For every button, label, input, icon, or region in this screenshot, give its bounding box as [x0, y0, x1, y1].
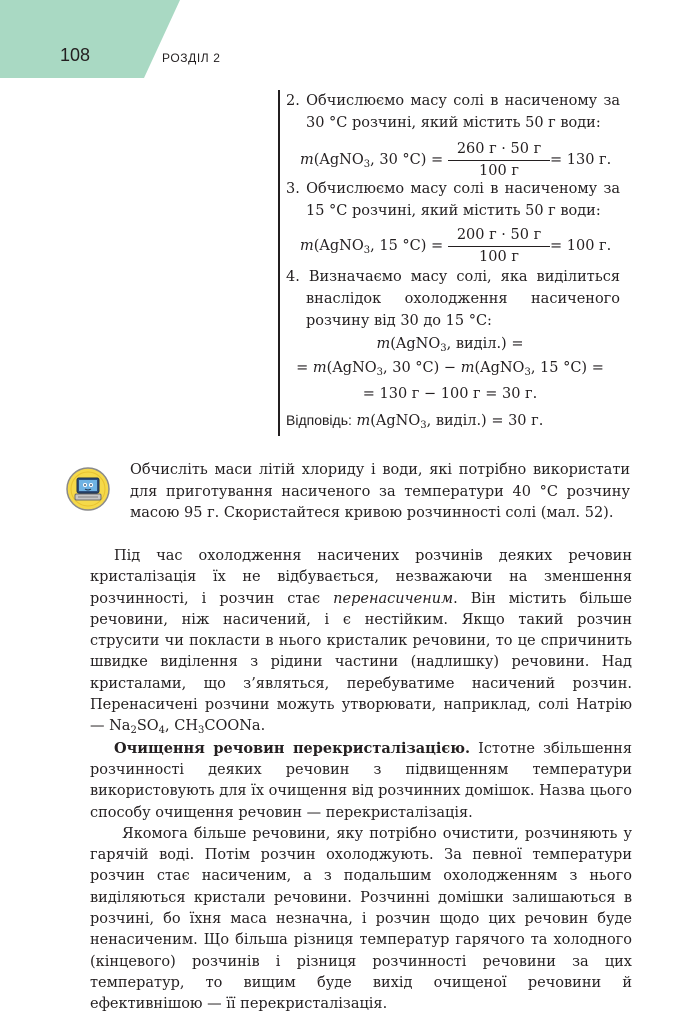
main-text — [90, 546, 632, 1016]
formula-2-fraction — [448, 140, 550, 181]
answer-label: Відповідь: — [286, 412, 352, 428]
step-2 — [280, 90, 620, 134]
formula-3-result: = 100 г. — [550, 238, 612, 254]
page-number: 108 — [60, 45, 91, 65]
formula-3-numerator: 200 г · 50 г — [448, 226, 550, 247]
formula-3 — [280, 226, 620, 270]
header-band — [0, 0, 180, 78]
step-2-text: 2. Обчислюємо масу солі в насиченому за 30 °C розчині, який містить 50 г води: — [286, 93, 620, 131]
formula-3-lhs: m(AgNO$_3$, 15 °C) = — [300, 238, 444, 256]
step-3-text: 3. Обчислюємо масу солі в насиченому за 15 °C розчині, який містить 50 г води: — [286, 181, 620, 219]
step-4 — [280, 266, 620, 332]
calc-line-1: m(AgNO$_3$, виділ.) = — [376, 336, 524, 354]
solution-block — [278, 90, 620, 436]
answer-line: Відповідь: m(AgNO$_3$, виділ.) = 30 г. — [286, 412, 544, 431]
calc-line-2: = m(AgNO$_3$, 30 °C) − m(AgNO$_3$, 15 °C) = — [296, 360, 604, 378]
step-3 — [280, 178, 620, 222]
formula-3-fraction — [448, 226, 550, 267]
task-text: Обчисліть маси літій хлориду і води, які потрібно використати для приготування насиченого за температури 40 °C розчину масою 95 г. Скористайтеся кривою розчинності солі (мал. 52). — [130, 462, 630, 521]
formula-2-lhs: m(AgNO$_3$, 30 °C) = — [300, 152, 444, 170]
section-label: РОЗДІЛ 2 — [162, 51, 221, 65]
formula-3-denominator: 100 г — [479, 249, 519, 265]
paragraph-recrystallization: Очищення речовин перекристалізацією. Істотне збільшення розчинності деяких речовин з підвищенням температури використовують для їх очищення від розчинних домішок. Назва цього способу очищення речовин — перекристалізація. — [90, 739, 632, 821]
formula-2-numerator: 260 г · 50 г — [448, 140, 550, 161]
term-supersaturated: перенасиченим — [333, 590, 454, 607]
calc-line-3: = 130 г − 100 г = 30 г. — [362, 386, 538, 402]
heading-recrystallization: Очищення речовин перекристалізацією. — [114, 739, 471, 757]
step-4-text: 4. Визначаємо масу солі, яка виділиться внаслідок охолодження насиченого розчину від 30 до 15 °C: — [286, 269, 620, 329]
paragraph-procedure: Якомога більше речовини, яку потрібно очистити, розчиняють у гарячій воді. Потім розчин охолоджують. За певної температури розчин стає насиченим, а з подальшим охолодженням з нього виділяються кристали речовини. Розчинні домішки залишаються в розчині, бо їхня маса незначна, і розчин щодо цих речовин буде ненасиченим. Що більша різниця температур гарячого та холодного (кінцевого) розчинів і різниця розчинності речовини за цих температур, то вищим буде вихід очищеної речовини й ефективнішою — її перекристалізація. — [90, 825, 632, 1013]
computer-task-icon — [66, 467, 110, 511]
formula-2-denominator: 100 г — [479, 163, 519, 179]
paragraph-supersaturated: Під час охолодження насичених розчинів деяких речовин кристалізація їх не відбувається, незважаючи на зменшення розчинності, і розчин стає перенасиченим. Він містить більше речовини, ніж насичений, і є нестійким. Якщо такий розчин струсити чи покласти в нього кристалик речовини, то це спричинить швидке виділення з рідини частини (надлишку) речовини. Над кристалами, що з’являться, перебуватиме насичений розчин. Перенасичені розчини можуть утворювати, наприклад, солі Натрію — $Na_2SO_4$, $CH_3COONa$. — [90, 548, 632, 737]
formula-2-result: = 130 г. — [550, 152, 612, 168]
